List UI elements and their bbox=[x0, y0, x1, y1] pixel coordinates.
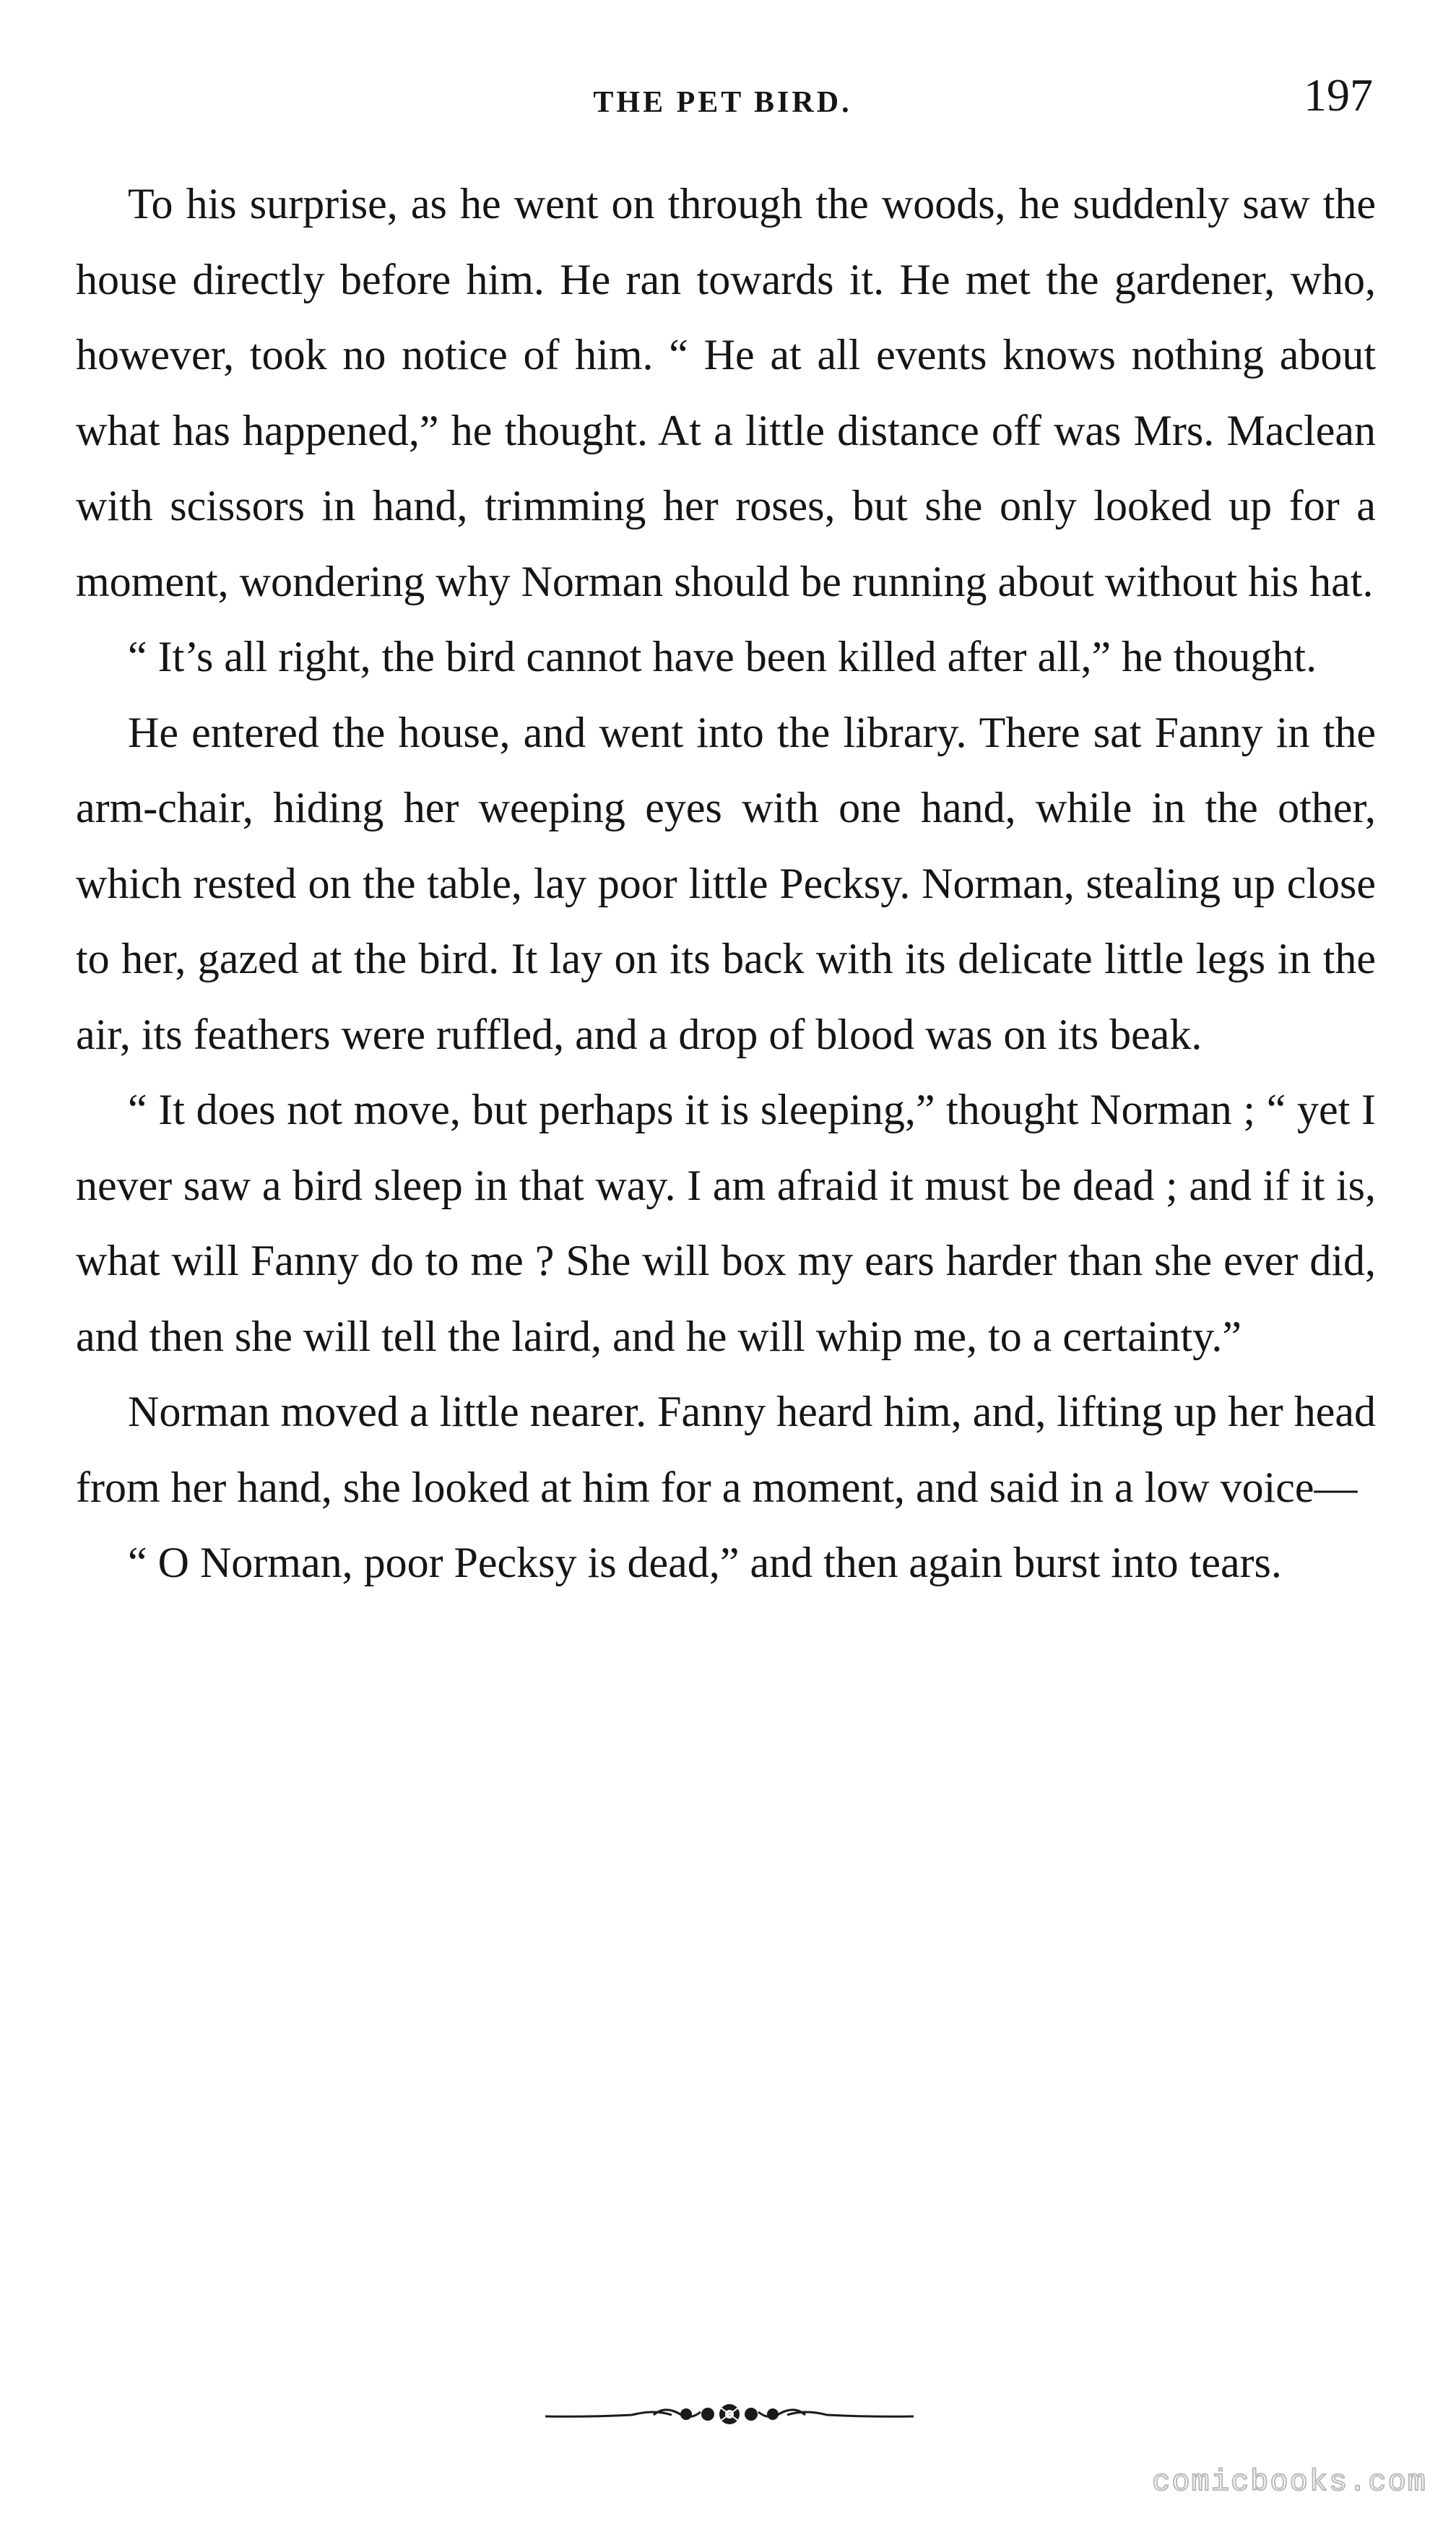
running-title: THE PET BIRD. bbox=[593, 86, 852, 119]
running-head bbox=[72, 69, 1373, 130]
paragraph-5: Norman moved a little nearer. Fanny heard him, and, lifting up her head from her hand, she looked at him for a moment, and said in a low voice— bbox=[76, 1388, 1376, 1511]
paragraph-1: To his surprise, as he went on through the woods, he suddenly saw the house directly before him. He ran towards it. He met the gardener, who, however, took no notice of him. “ He at all events knows nothing about what has happened,” he thought. At a little distance off was Mrs. Maclean with scissors in hand, trimming her roses, but she only looked up for a moment, wondering why Norman should be running about without his hat. bbox=[76, 180, 1376, 605]
page-number: 197 bbox=[1304, 69, 1373, 121]
ornament-divider bbox=[545, 2402, 914, 2426]
paragraph-4: “ It does not move, but perhaps it is sleeping,” thought Norman ; “ yet I never saw a bird sleep in that way. I am afraid it must be dead ; and if it is, what will Fanny do to me ? She will box my ears harder than she ever did, and then she will tell the laird, and he will whip me, to a certainty.” bbox=[76, 1086, 1376, 1360]
watermark: comicbooks.com bbox=[1152, 2465, 1427, 2499]
paragraph-3: He entered the house, and went into the library. There sat Fanny in the arm-chair, hiding her weeping eyes with one hand, while in the other, which rested on the table, lay poor little Pecksy. Norman, stealing up close to her, gazed at the bird. It lay on its back with its delicate little legs in the air, its feathers were ruffled, and a drop of blood was on its beak. bbox=[76, 708, 1376, 1058]
body-text bbox=[76, 166, 1376, 1601]
paragraph-2: “ It’s all right, the bird cannot have been killed after all,” he thought. bbox=[128, 633, 1317, 680]
paragraph-6: “ O Norman, poor Pecksy is dead,” and then again burst into tears. bbox=[128, 1539, 1282, 1586]
